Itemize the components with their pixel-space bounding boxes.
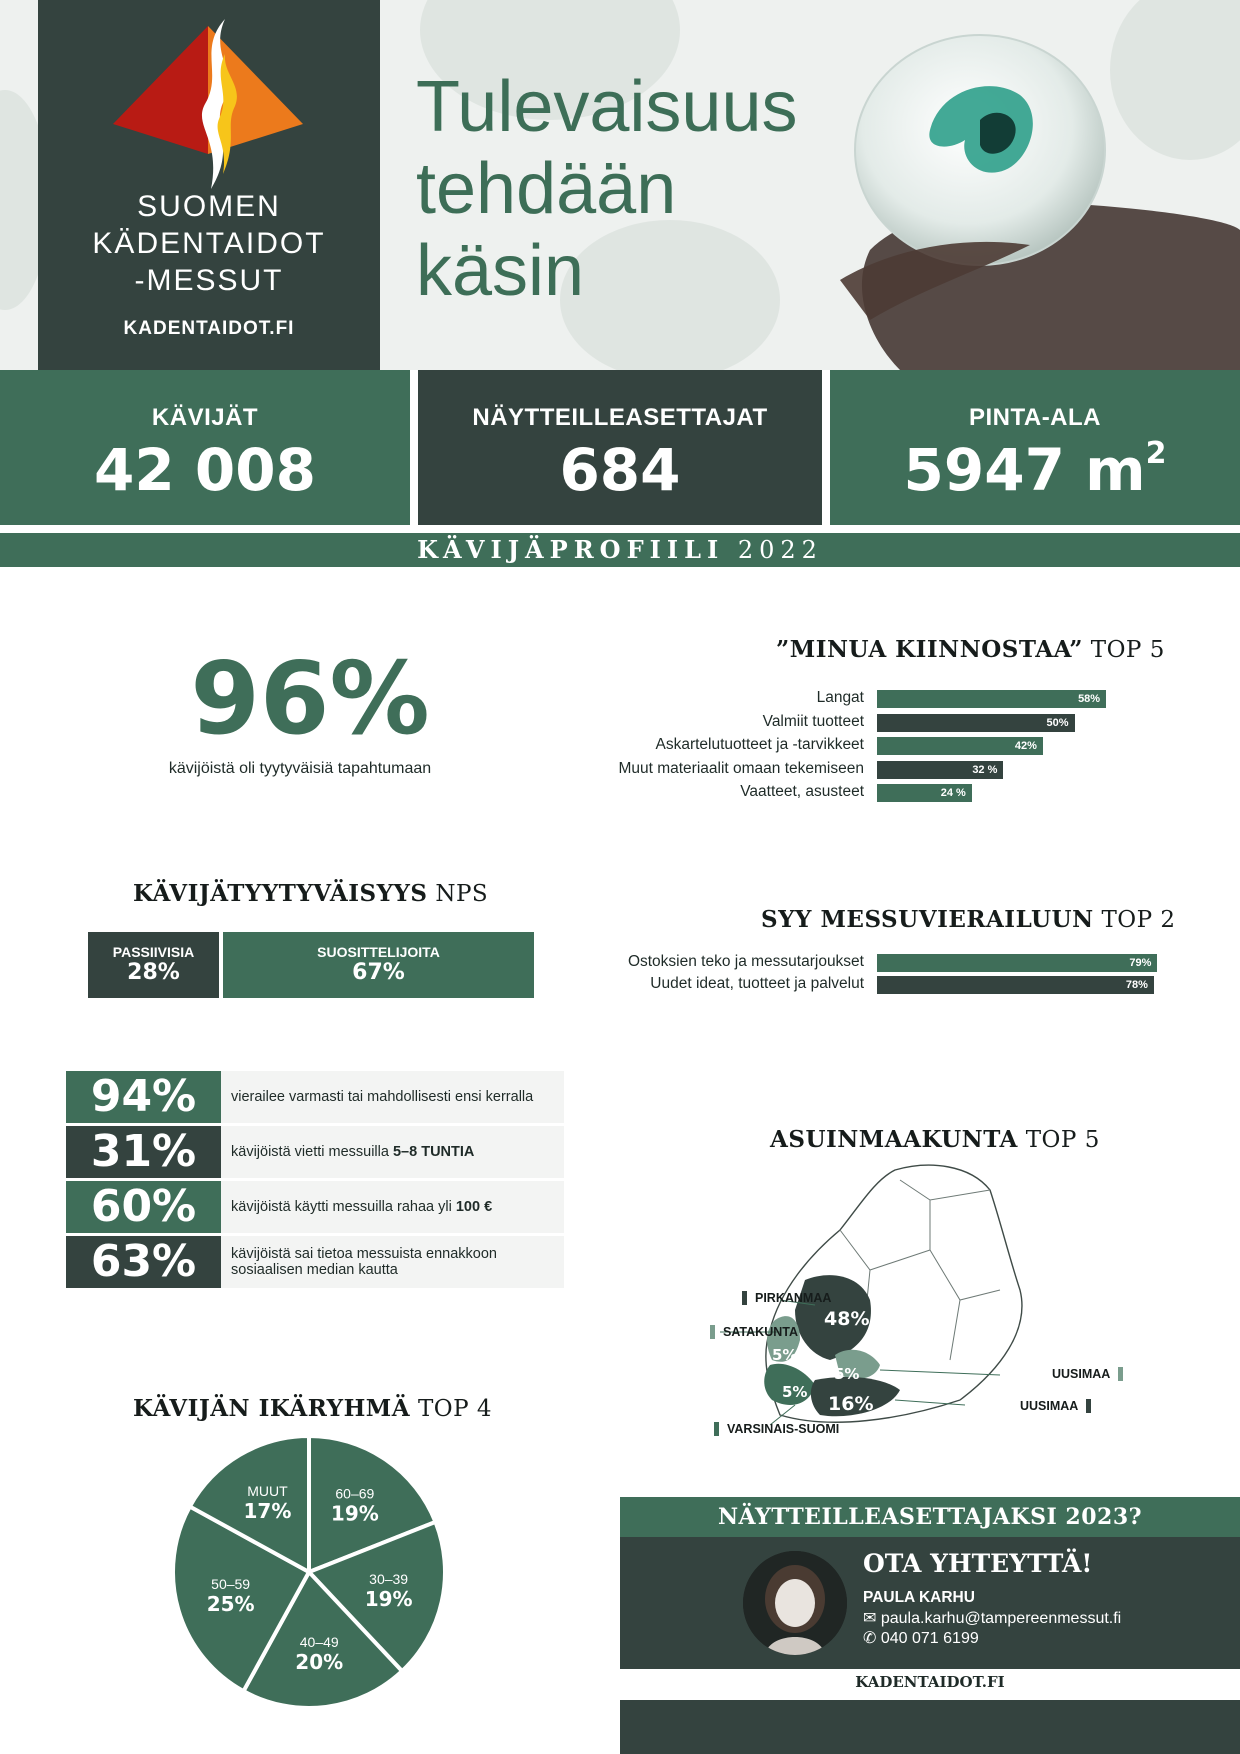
key-stat-value: 60%: [66, 1181, 221, 1233]
bar: 78%: [877, 976, 1154, 994]
logo-url[interactable]: KADENTAIDOT.FI: [123, 318, 295, 339]
logo-block: [38, 0, 380, 370]
nps-label: SUOSITTELIJOITA: [317, 944, 440, 960]
age-title-rest: TOP 4: [417, 1396, 493, 1422]
bar: 32 %: [877, 761, 1003, 779]
stat-label: NÄYTTEILLEASETTAJAT: [472, 404, 768, 431]
avatar: [743, 1551, 847, 1655]
contact-person-photo-icon: [743, 1551, 847, 1655]
bar-label: Uudet ideat, tuotteet ja palvelut: [650, 975, 864, 992]
glass-sphere-in-hand-image: [830, 20, 1240, 370]
footer-url-link[interactable]: KADENTAIDOT.FI: [855, 1673, 1005, 1691]
stat-exhibitors: [418, 370, 822, 525]
map-label-satakunta: SATAKUNTA: [710, 1325, 798, 1339]
key-stat-text-bold: 100 €: [455, 1199, 493, 1215]
footer-bar: [620, 1700, 1240, 1754]
pie-category-label: MUUT: [247, 1482, 288, 1499]
key-stat-text-plain: kävijöistä sai tietoa messuista ennakkoon sosiaalisen median kautta: [231, 1246, 497, 1278]
interests-title-bold: ”MINUA KIINNOSTAA”: [776, 636, 1083, 663]
nps-promoters: [223, 932, 534, 998]
bar: 50%: [877, 714, 1075, 732]
cta-title: OTA YHTEYTTÄ!: [863, 1549, 1093, 1578]
key-stat-text-plain: kävijöistä vietti messuilla: [231, 1144, 393, 1160]
pie-category-label: 30–39: [369, 1570, 409, 1587]
profile-banner-title: KÄVIJÄPROFIILI: [417, 535, 725, 564]
pie-value-label: 25%: [206, 1591, 255, 1616]
nps-value: 28%: [127, 960, 180, 985]
logo-name: [38, 188, 380, 299]
key-stat-value: 94%: [66, 1071, 221, 1123]
map-value-varsinais-suomi: 5%: [782, 1383, 808, 1401]
stat-value-unit-exponent: 2: [1145, 436, 1167, 471]
key-stat-value: 63%: [66, 1236, 221, 1288]
nps-title: [133, 880, 488, 907]
nps-passive: [88, 932, 219, 998]
stat-label: PINTA-ALA: [968, 404, 1102, 431]
key-stat-row: [66, 1236, 564, 1288]
contact-email[interactable]: [863, 1608, 1121, 1628]
interests-title: [776, 636, 1165, 663]
envelope-icon: ✉: [863, 1610, 877, 1627]
region-title: [770, 1126, 1100, 1153]
reasons-title-bold: SYY MESSUVIERAILUUN: [761, 906, 1094, 933]
key-stat-row: [66, 1126, 564, 1178]
nps-title-rest: NPS: [435, 881, 489, 907]
bar: 42%: [877, 737, 1043, 755]
headline-line: Tulevaisuus: [416, 67, 798, 147]
region-title-bold: ASUINMAAKUNTA: [770, 1126, 1018, 1153]
nps-title-bold: KÄVIJÄTYYTYVÄISYYS: [133, 880, 428, 907]
headline-line: käsin: [416, 231, 585, 311]
bar-label: Ostoksien teko ja messutarjoukset: [627, 953, 864, 970]
age-title-bold: KÄVIJÄN IKÄRYHMÄ: [133, 1395, 411, 1422]
logo-line: SUOMEN: [137, 190, 281, 223]
satisfaction-percent: 96%: [190, 640, 430, 757]
flame-pyramid-logo-icon: [113, 14, 303, 194]
contact-phone[interactable]: [863, 1628, 979, 1648]
reasons-title-rest: TOP 2: [1101, 907, 1176, 933]
pie-category-label: 50–59: [211, 1575, 251, 1592]
map-label-uusimaa-small: UUSIMAA: [1052, 1367, 1123, 1381]
bar-label: Vaatteet, asusteet: [740, 783, 864, 800]
map-value-uusimaa-small: 5%: [834, 1365, 860, 1383]
stat-visitors: [0, 370, 410, 525]
phone-icon: ✆: [863, 1630, 877, 1647]
stat-area: [830, 370, 1240, 525]
key-stat-text: [231, 1126, 561, 1178]
age-pie-chart: [169, 1432, 449, 1712]
cta-contact-panel: [620, 1537, 1240, 1669]
key-stat-text: [231, 1181, 561, 1233]
headline-line: tehdään: [416, 149, 677, 229]
key-stat-text: [231, 1071, 561, 1123]
stat-value-number: 5947 m: [903, 436, 1146, 504]
profile-banner-year: 2022: [737, 536, 823, 564]
logo-line: KÄDENTAIDOT: [92, 227, 326, 260]
contact-email-text[interactable]: paula.karhu@tampereenmessut.fi: [880, 1610, 1122, 1627]
logo-line: -MESSUT: [134, 264, 284, 297]
stat-value: [830, 436, 1240, 504]
map-value-satakunta: 5%: [772, 1346, 798, 1364]
interests-title-rest: TOP 5: [1090, 637, 1165, 663]
age-title: [133, 1395, 492, 1422]
pie-value-label: 19%: [364, 1586, 413, 1611]
key-stat-row: [66, 1181, 564, 1233]
map-label-varsinais-suomi: VARSINAIS-SUOMI: [714, 1422, 839, 1436]
key-stat-text-bold: 5–8 TUNTIA: [392, 1144, 475, 1160]
bar-label: Valmiit tuotteet: [762, 712, 864, 730]
pie-value-label: 19%: [330, 1501, 379, 1526]
bar-label: Askartelutuotteet ja -tarvikkeet: [655, 736, 864, 753]
bar: 58%: [877, 690, 1106, 708]
pie-category-label: 40–49: [299, 1633, 339, 1650]
map-label-uusimaa: UUSIMAA: [1020, 1399, 1091, 1413]
contact-phone-text[interactable]: 040 071 6199: [880, 1630, 979, 1647]
bar: 24 %: [877, 784, 972, 802]
key-stat-row: [66, 1071, 564, 1123]
nps-label: PASSIIVISIA: [112, 944, 195, 960]
key-stat-value: 31%: [66, 1126, 221, 1178]
key-stat-text-plain: vierailee varmasti tai mahdollisesti ensi kerralla: [231, 1089, 534, 1105]
stat-label: KÄVIJÄT: [151, 404, 259, 431]
reasons-title: [761, 906, 1176, 933]
map-value-uusimaa: 16%: [828, 1393, 874, 1415]
map-value-pirkanmaa: 48%: [824, 1308, 870, 1330]
pie-value-label: 20%: [295, 1649, 344, 1674]
headline: [416, 66, 798, 312]
satisfaction-caption: kävijöistä oli tyytyväisiä tapahtumaan: [168, 760, 432, 777]
region-title-rest: TOP 5: [1025, 1127, 1100, 1153]
key-stat-text-plain: kävijöistä käytti messuilla rahaa yli: [231, 1199, 456, 1215]
key-stat-text: [231, 1236, 561, 1288]
pie-category-label: 60–69: [335, 1485, 375, 1502]
bar-label: Langat: [816, 689, 864, 706]
bar: 79%: [877, 954, 1157, 972]
pie-value-label: 17%: [243, 1498, 292, 1523]
map-label-pirkanmaa: PIRKANMAA: [742, 1291, 831, 1305]
bar-label: Muut materiaalit omaan tekemiseen: [618, 759, 864, 777]
profile-banner: [0, 533, 1240, 567]
stat-value: 684: [559, 436, 681, 504]
nps-value: 67%: [352, 960, 405, 985]
header: [0, 0, 1240, 370]
cta-heading: NÄYTTEILLEASETTAJAKSI 2023?: [620, 1497, 1240, 1537]
contact-name: PAULA KARHU: [863, 1589, 975, 1606]
stat-value: 42 008: [94, 436, 316, 504]
